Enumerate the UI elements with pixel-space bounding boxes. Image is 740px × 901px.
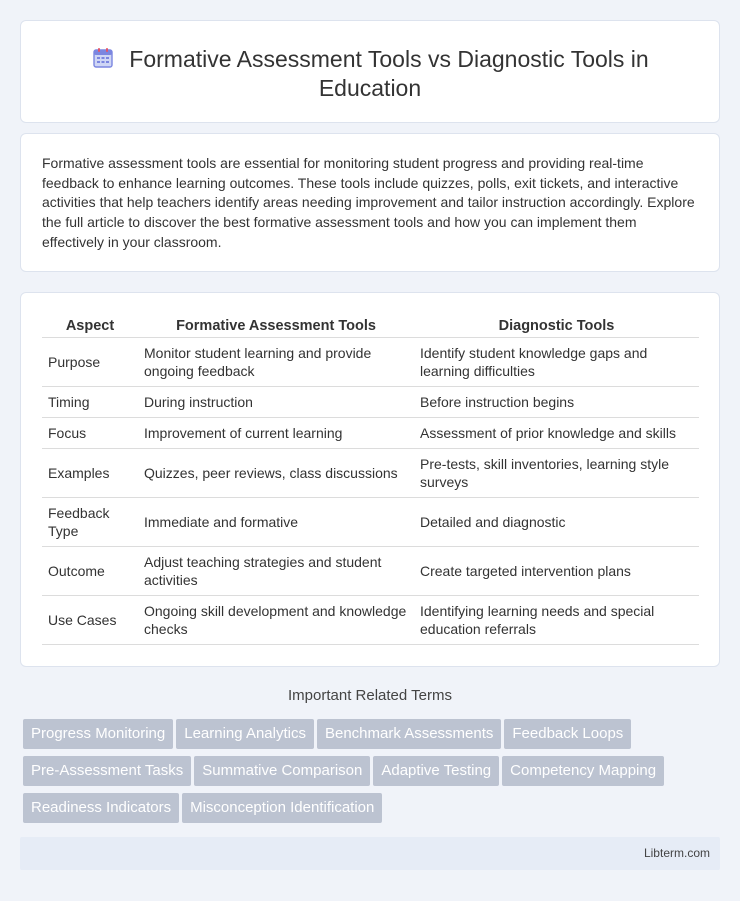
footer-site-link[interactable]: Libterm.com [643,846,710,860]
table-cell: Feedback Type [42,497,138,546]
table-cell: Create targeted intervention plans [414,546,699,595]
tag-row [23,719,723,756]
table-row [42,386,699,417]
tag-pre-assessment-tasks[interactable]: Pre-Assessment Tasks [23,756,191,786]
table-row [42,497,699,546]
table-cell: Detailed and diagnostic [414,497,699,546]
header-aspect: Aspect [42,315,138,337]
table-cell: Timing [42,386,138,417]
comparison-table [42,315,699,645]
tag-feedback-loops[interactable]: Feedback Loops [504,719,631,749]
header-diagnostic: Diagnostic Tools [414,315,699,337]
table-cell: Identifying learning needs and special education referrals [414,595,699,644]
tag-summative-comparison[interactable]: Summative Comparison [194,756,370,786]
table-cell: Monitor student learning and provide ongoing feedback [138,337,414,386]
tag-learning-analytics[interactable]: Learning Analytics [176,719,314,749]
page-title: Formative Assessment Tools vs Diagnostic Tools in Education [129,46,649,101]
table-cell: Adjust teaching strategies and student activities [138,546,414,595]
related-terms-tags [23,719,723,830]
intro-paragraph: Formative assessment tools are essential for monitoring student progress and providing real-time feedback to enhance learning outcomes. These tools include quizzes, polls, exit tickets, and interactive activities that help teachers identify areas needing improvement and tailor instruction accordingly. Explore the full article to discover the best formative assessment tools and how you can implement them effectively in your classroom. [42,155,695,250]
table-row [42,595,699,644]
table-cell: Improvement of current learning [138,417,414,448]
table-row [42,337,699,386]
table-cell: Use Cases [42,595,138,644]
page-title-wrap [61,45,679,103]
comparison-card [20,292,720,667]
calendar-icon [91,46,115,70]
header-card [20,20,720,123]
table-cell: Assessment of prior knowledge and skills [414,417,699,448]
tag-misconception-identification[interactable]: Misconception Identification [182,793,382,823]
footer [20,837,720,870]
tag-adaptive-testing[interactable]: Adaptive Testing [373,756,499,786]
table-cell: Outcome [42,546,138,595]
table-cell: Purpose [42,337,138,386]
table-cell: Focus [42,417,138,448]
table-cell: Immediate and formative [138,497,414,546]
table-cell: Pre-tests, skill inventories, learning style surveys [414,448,699,497]
table-header-row [42,315,699,337]
table-cell: Before instruction begins [414,386,699,417]
tag-benchmark-assessments[interactable]: Benchmark Assessments [317,719,501,749]
table-cell: Ongoing skill development and knowledge checks [138,595,414,644]
tag-competency-mapping[interactable]: Competency Mapping [502,756,664,786]
table-cell: Identify student knowledge gaps and learning difficulties [414,337,699,386]
header-formative: Formative Assessment Tools [138,315,414,337]
tag-readiness-indicators[interactable]: Readiness Indicators [23,793,179,823]
table-row [42,448,699,497]
tag-progress-monitoring[interactable]: Progress Monitoring [23,719,173,749]
table-cell: Examples [42,448,138,497]
table-cell: During instruction [138,386,414,417]
table-row [42,546,699,595]
tag-row [23,793,723,830]
intro-card [20,133,720,272]
related-terms-title: Important Related Terms [288,687,452,704]
table-row [42,417,699,448]
tag-row [23,756,723,793]
table-cell: Quizzes, peer reviews, class discussions [138,448,414,497]
